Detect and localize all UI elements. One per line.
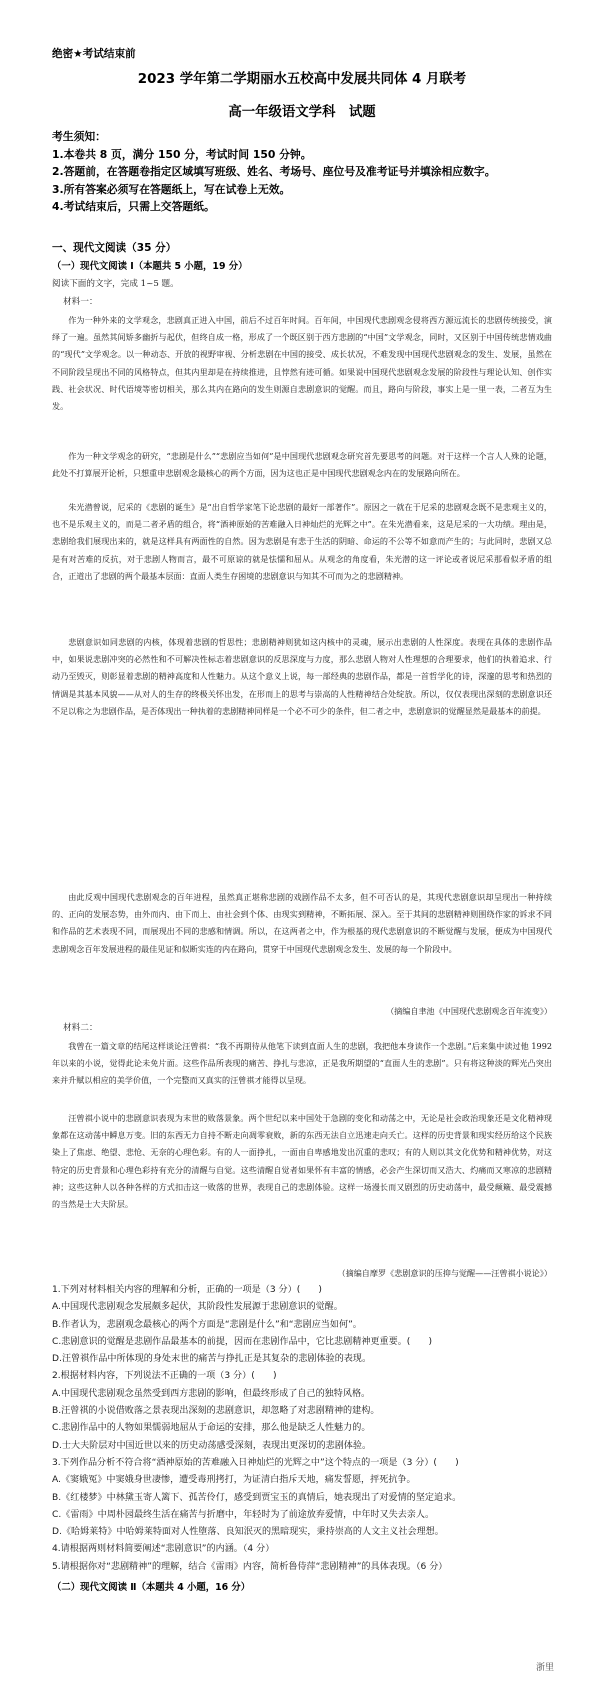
notice-block bbox=[52, 128, 552, 216]
question-option: C.悲剧意识的觉醒是悲剧作品最基本的前提，因而在悲剧作品中，它比悲剧精神更重要。( ) bbox=[52, 1336, 433, 1347]
question-option: C.《雷雨》中周朴园最终生活在痛苦与折磨中，年轻时为了前途放弃爱情，中年时又失去亲人。 bbox=[52, 1509, 435, 1520]
instruction-text: 阅读下面的文字，完成 1~5 题。 bbox=[52, 279, 179, 289]
exam-subtitle: 高一年级语文学科 试题 bbox=[228, 105, 376, 120]
question-option: C.悲剧作品中的人物如果懦弱地屈从于命运的安排，那么他是缺乏人性魅力的。 bbox=[52, 1423, 371, 1434]
paragraph: 汪曾祺小说中的悲剧意识表现为末世的败落景象。两个世纪以来中国处于急剧的变化和动荡之中，无论是社会政治现象还是文化精神现象都在这动荡中瞬息万变。旧的东西无力自持不断走向凋零衰败，新的东西无法自立迅速走向夭亡。这样的历史背景和现实经历给这个民族染上了焦虑、绝望、悲怆、无奈的心理色彩。有的人一面挣扎，一面由自卑感地发出沉重的悲叹；有的人则以其文化优势和精神优势，对这特定的历史背景和心理色彩持有充分的清醒与自觉。这些清醒自觉者如果怀有丰富的情感，必会产生深切而又浩大、灼痛而又寒凉的悲剧精神；这些这种人以各种各样的方式扣击这一败落的世界，表现自己的悲剧体验。这样一场漫长而又剧烈的历史动荡中，最受颠簸、最受震撼的当然是士大夫阶层。 bbox=[52, 1113, 552, 1210]
material-label: 材料二： bbox=[63, 1023, 98, 1033]
paragraph: 悲剧意识如同悲剧的内核，体现着悲剧的哲思性；悲剧精神则犹如这内核中的灵魂，展示出悲剧的人性深度。表现在具体的悲剧作品中，如果说悲剧冲突的必然性和不可解决性标志着悲剧意识的反思深度与力度，那么悲剧人物对人性理想的合理要求，他们的执着追求、行动乃至毁灭，则彰显着悲剧的精神高度和人性魅力。从这个意义上说，每一部经典的悲剧作品，都是一首哲学化的诗，深邃的思考和热烈的情调是其基本风貌——从对人的生存的终极关怀出发，在形而上的思考与崇高的人性精神结合处绽放。所以，仅仅表现出深刻的悲剧意识还不足以称之为悲剧作品，是否体现出一种执着的悲剧精神同样是一个必不可少的条件，但二者之中，悲剧意识的觉醒显然是最基本的前提。 bbox=[52, 637, 552, 716]
question-option: A.中国现代悲剧观念虽然受到西方悲剧的影响，但最终形成了自己的独特风格。 bbox=[52, 1388, 371, 1399]
paragraph: 朱光潜曾说，尼采的《悲剧的诞生》是“出自哲学家笔下论悲剧的最好一部著作”。原因之一就在于尼采的悲剧观念既不是悲观主义的，也不是乐观主义的，而是二者矛盾的组合，将“酒神原始的苦难融入日神灿烂的光辉之中”。在朱光潜看来，这是尼采的一大功绩。理由是，悲剧给我们展现出来的，就是这样具有两面性的自然。因为悲剧是有悲于生活的阴暗、命运的不公等不如意而产生的；与此同时，悲剧又总是有对苦难的反抗，对于悲剧人物而言，最不可原谅的就是怯懦和屈从。从观念的角度看，朱光潜的这一评论或者说尼采那看似矛盾的组合，正道出了悲剧的两个最基本层面：直面人类生存困境的悲剧意识与知其不可而为之的悲剧精神。 bbox=[52, 502, 552, 581]
secret-label: 绝密★考试结束前 bbox=[52, 48, 136, 60]
notice-item: 2.答题前，在答题卷指定区域填写班级、姓名、考场号、座位号及准考证号并填涂相应数字。 bbox=[52, 165, 496, 179]
question-option: D.汪曾祺作品中所体现的身处末世的痛苦与挣扎正是其复杂的悲剧体验的表现。 bbox=[52, 1354, 372, 1365]
source-citation: （摘编自摩罗《悲剧意识的压抑与觉醒——汪曾祺小说论》） bbox=[337, 1268, 552, 1278]
paragraph: 作为一种外来的文学观念，悲剧真正进入中国，前后不过百年时间。百年间，中国现代悲剧观念侵将西方源远流长的悲剧传统接受，演绎了一遍。虽然其间矫多幽折与起伏，但终自成一格，形成了一个既区别于西方悲剧的“中国”文学观念，同时，又区别于中国传统悲情戏曲的“现代”文学观念。以一种动态、开放的视野审视、分析悲剧在中国的接受、成长状况，不难发现中国现代悲剧观念的发生、发展，虽然在不同阶段呈现出不同的风格特点，但其内里却是在持续推进，且悖然有迹可循。如果说中国现代悲剧观念发展的阶段性与理论认知、创作实践、社会状况、时代语境等密切相关，那么其内在路向的发生则源自悲剧意识的觉醒。而且，路向与阶段，事实上是一里一表，二者互为生发。 bbox=[52, 315, 552, 412]
part-heading: （二）现代文阅读 Ⅱ（本题共 4 小题，16 分） bbox=[52, 1582, 251, 1593]
footer-corner-text: 浙里 bbox=[536, 1663, 555, 1673]
notice-item: 1.本卷共 8 页，满分 150 分，考试时间 150 分钟。 bbox=[52, 147, 312, 161]
paragraph: 我曾在一篇文章的结尾这样谈论汪曾祺：“我不再期待从他笔下读到直面人生的悲剧，我把他本身读作一个悲剧。”后来集中读过他 1992 年以来的小说，觉得此论未免片面。这些作品所表现的痛苦、挣扎与悲凉，正是我所期望的“直面人生的悲剧”。只有将这种淡的辉光凸突出来并升赋以相应的美学价值，一个完整而又真实的汪曾祺才能得以呈现。 bbox=[52, 1041, 552, 1086]
notice-item: 4.考试结束后，只需上交答题纸。 bbox=[52, 200, 215, 214]
question-option: A.中国现代悲剧观念发展颇多起伏，其阶段性发展源于悲剧意识的觉醒。 bbox=[52, 1302, 343, 1313]
question-stem: 3.下列作品分析不符合将“酒神原始的苦难融入日神灿烂的光辉之中”这个特点的一项是（3 分）( ) bbox=[52, 1457, 459, 1468]
question-option: A.《窦娥冤》中窦娥身世凄惨，遭受毒刑拷打，为证清白指斥天地，痛发誓愿，抨死抗争。 bbox=[52, 1475, 416, 1486]
material-label: 材料一： bbox=[63, 297, 98, 307]
question-option: B.《红楼梦》中林黛玉寄人篱下、孤苦伶仃，感受到贾宝玉的真情后，她表现出了对爱情的坚定追求。 bbox=[52, 1492, 462, 1503]
question-option: B.汪曾祺的小说借败落之景表现出深刻的悲剧意识，却忽略了对悲剧精神的建构。 bbox=[52, 1406, 380, 1417]
question-stem: 1.下列对材料相关内容的理解和分析，正确的一项是（3 分）( ) bbox=[52, 1285, 322, 1295]
question-stem: 4.请根据两则材料简要阐述“悲剧意识”的内涵。（4 分） bbox=[52, 1544, 275, 1555]
section-heading: 一、现代文阅读（35 分） bbox=[52, 242, 177, 254]
question-option: D.士大夫阶层对中国近世以来的历史动荡感受深刻，表现出更深切的悲剧体验。 bbox=[52, 1440, 372, 1451]
notice-heading: 考生须知： bbox=[52, 130, 106, 143]
question-option: B.作者认为，悲剧观念最核心的两个方面是“悲剧是什么”和“悲剧应当如何”。 bbox=[52, 1319, 362, 1330]
question-stem: 2.根据材料内容，下列说法不正确的一项（3 分）( ) bbox=[52, 1371, 277, 1382]
source-citation: （摘编自聿池《中国现代悲剧观念百年流变》） bbox=[386, 1006, 552, 1016]
notice-item: 3.所有答案必须写在答题纸上，写在试卷上无效。 bbox=[52, 182, 291, 196]
question-option: D.《哈姆莱特》中哈姆莱特面对人性堕落、良知泯灭的黑暗现实，秉持崇高的人文主义社会理想。 bbox=[52, 1527, 444, 1538]
paragraph: 由此反观中国现代悲剧观念的百年进程，虽然真正堪称悲剧的戏剧作品不太多，但不可否认的是，其现代悲剧意识却呈现出一种持续的、正向的发展态势，由外而内、由下而上、由社会到个体、由现实到精神，不断拓展、深入。至于其间的悲剧精神则围绕作家的诉求不同和作品的艺术表现不同，而展现出不同的悲感和情调。所以，在这两者之中，作为根基的现代悲剧意识的不断觉醒与发展，便成为中国现代悲剧观念百年发展进程的最佳见证和似断实连的内在路向，贯穿于中国现代悲剧观念发生、发展的每一个阶段中。 bbox=[52, 892, 552, 954]
part-heading: （一）现代文阅读 Ⅰ（本题共 5 小题，19 分） bbox=[52, 261, 248, 272]
exam-title: 2023 学年第二学期丽水五校高中发展共同体 4 月联考 bbox=[137, 72, 467, 87]
question-stem: 5.请根据你对“悲剧精神”的理解，结合《雷雨》内容，简析鲁侍萍“悲剧精神”的具体表现。（6 分） bbox=[52, 1561, 448, 1572]
questions-block bbox=[52, 1282, 552, 1576]
paragraph: 作为一种文学观念的研究，“悲剧是什么”“悲剧应当如何”是中国现代悲剧观念研究首先要思考的问题。对于这样一个言人人殊的论题，此处不打算展开论析，只想重申悲剧观念最核心的两个方面，因为这也正是中国现代悲剧观念内在的发展路向所在。 bbox=[52, 451, 552, 479]
